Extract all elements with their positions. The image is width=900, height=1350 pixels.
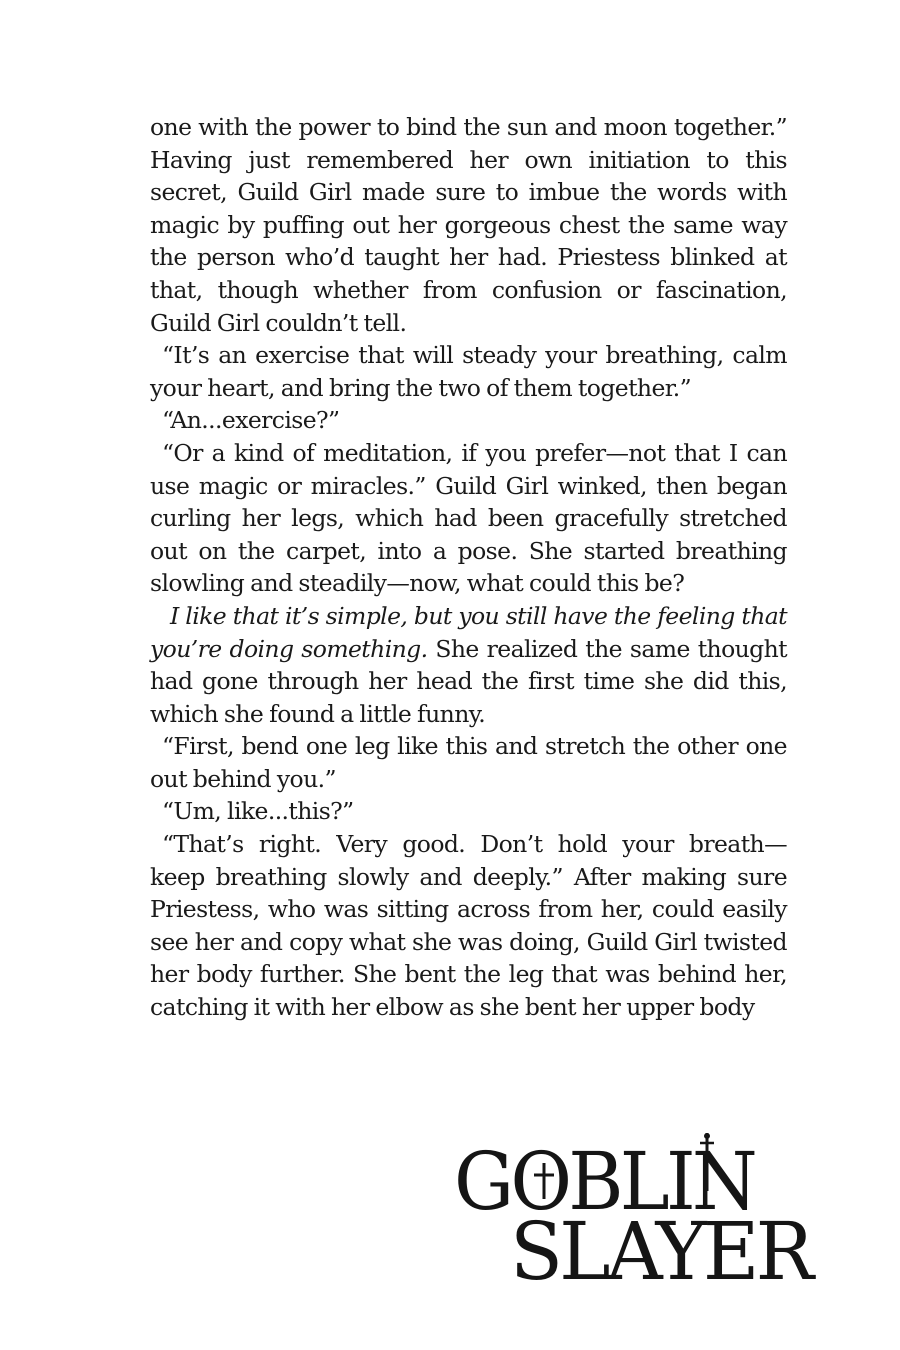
text-line: one with the power to bind the sun and moon together.” bbox=[150, 113, 787, 141]
logo-line-2: SLAYER bbox=[510, 1205, 817, 1285]
text-line: Having just remembered her own initiation to this bbox=[150, 145, 787, 174]
text-line: “That’s right. Very good. Don’t hold your breath— bbox=[162, 830, 787, 859]
text-line: secret, Guild Girl made sure to imbue the words with bbox=[150, 178, 787, 207]
text-line: magic by puffing out her gorgeous chest the same way bbox=[150, 210, 787, 239]
text-line: “First, bend one leg like this and stretch the other one bbox=[162, 732, 787, 761]
italic-fragment: you’re doing something. bbox=[150, 634, 428, 663]
text-line: “Um, like...this?” bbox=[162, 797, 354, 826]
text-line: see her and copy what she was doing, Guild Girl twisted bbox=[150, 927, 787, 956]
text-line: “Or a kind of meditation, if you prefer—not that I can bbox=[162, 438, 787, 467]
text-line: Guild Girl couldn’t tell. bbox=[150, 308, 407, 337]
text-line: which she found a little funny. bbox=[150, 699, 486, 728]
text-line: use magic or miracles.” Guild Girl winked, then began bbox=[150, 471, 787, 500]
text-line: your heart, and bring the two of them together.” bbox=[150, 373, 692, 402]
text-line: the person who’d taught her had. Priestess blinked at bbox=[150, 243, 787, 272]
text-line: out behind you.” bbox=[150, 764, 336, 793]
text-line: Priestess, who was sitting across from her, could easily bbox=[150, 895, 787, 924]
text-line-mixed bbox=[150, 633, 787, 666]
text-line: her body further. She bent the leg that was behind her, bbox=[150, 960, 787, 989]
text-line: catching it with her elbow as she bent her upper body bbox=[150, 993, 755, 1022]
text-line: “It’s an exercise that will steady your breathing, calm bbox=[162, 341, 787, 370]
text-line: “An...exercise?” bbox=[162, 406, 340, 435]
book-page-text bbox=[150, 111, 787, 1024]
text-line: that, though whether from confusion or fascination, bbox=[150, 275, 787, 304]
logo-graphic bbox=[452, 1133, 817, 1285]
text-line: out on the carpet, into a pose. She started breathing bbox=[150, 536, 787, 565]
text-fragment: She realized the same thought bbox=[427, 634, 787, 663]
text-line: curling her legs, which had been gracefully stretched bbox=[150, 504, 787, 533]
text-line-italic: I like that it’s simple, but you still have the feeling that bbox=[170, 601, 787, 630]
text-line: keep breathing slowly and deeply.” After making sure bbox=[150, 862, 787, 891]
text-line: slowling and steadily—now, what could this be? bbox=[150, 569, 685, 598]
text-line: had gone through her head the first time she did this, bbox=[150, 667, 787, 696]
logo-line-1: GOBLIN bbox=[454, 1135, 755, 1228]
goblin-slayer-logo bbox=[452, 1133, 817, 1285]
